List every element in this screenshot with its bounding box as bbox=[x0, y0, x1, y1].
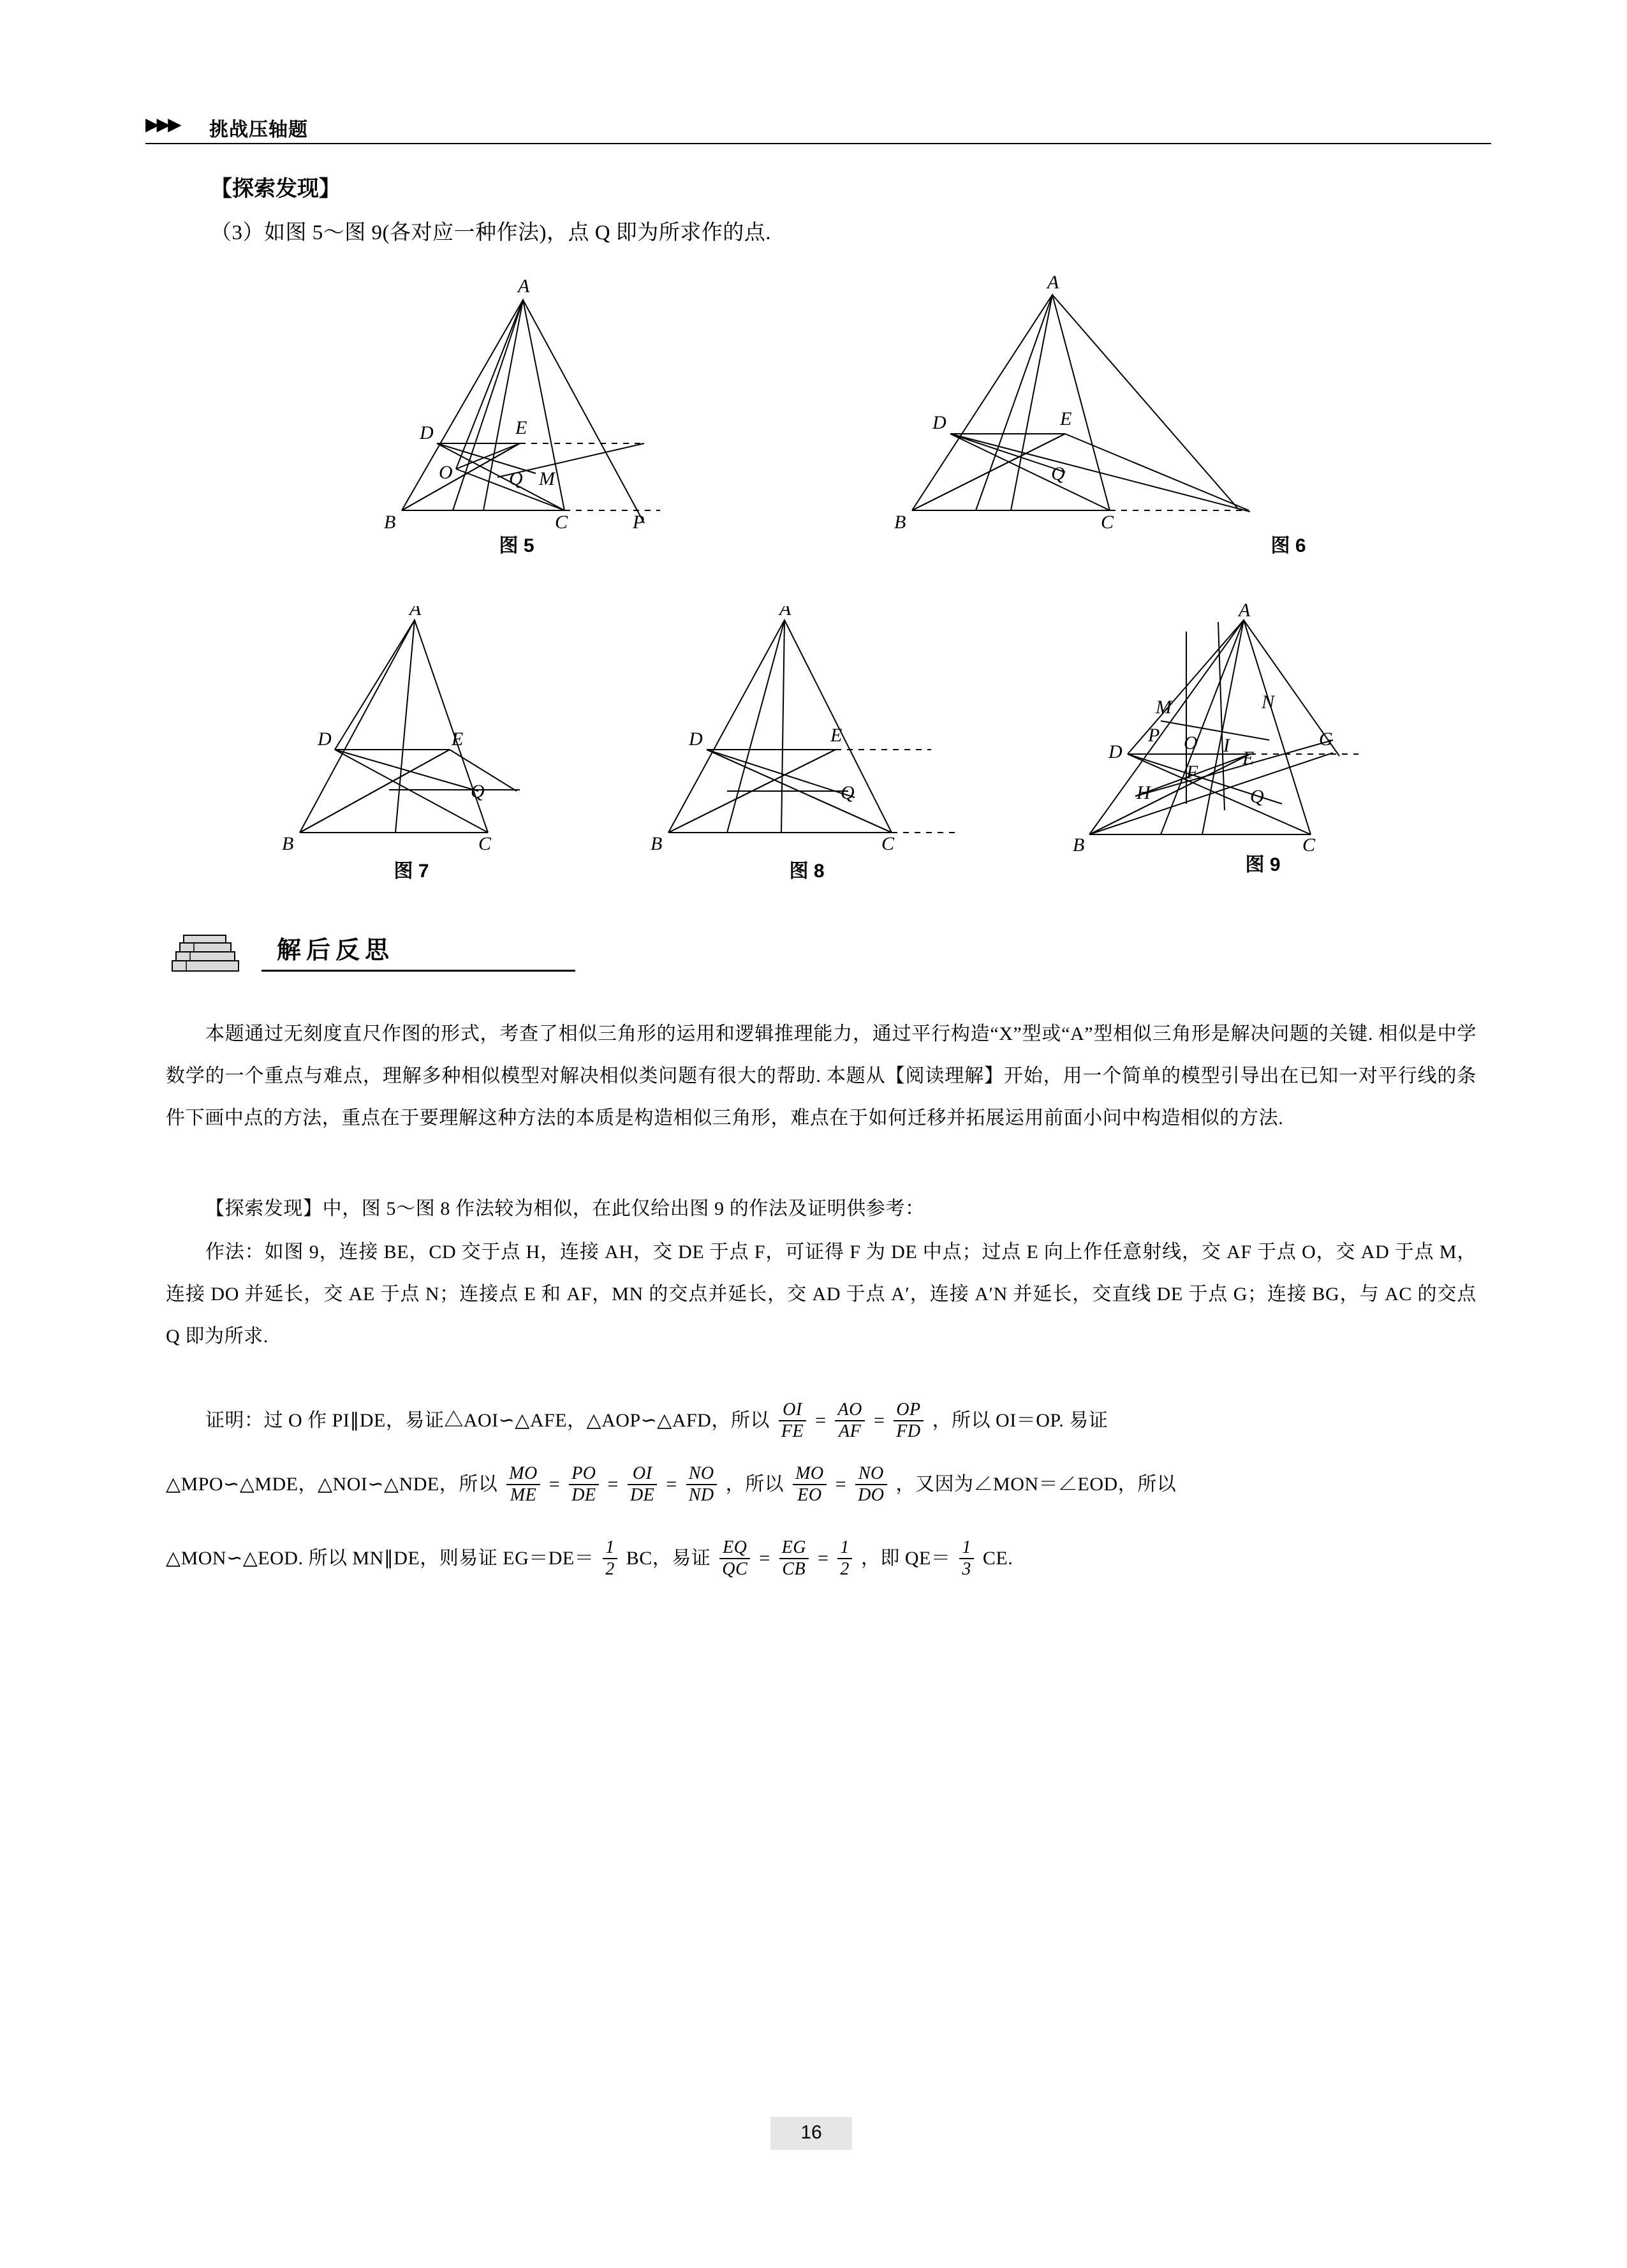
label-Q: Q bbox=[471, 781, 485, 802]
fraction-denominator: 2 bbox=[837, 1558, 852, 1580]
label-C: C bbox=[881, 833, 895, 854]
label-A: A bbox=[779, 606, 791, 619]
figure-6 bbox=[855, 274, 1314, 556]
fraction-oi-de bbox=[628, 1464, 657, 1506]
fraction-eg-cb bbox=[779, 1538, 809, 1580]
fraction-mo-me bbox=[506, 1464, 540, 1506]
equals-1: = bbox=[815, 1409, 827, 1431]
equals-d: = bbox=[835, 1473, 847, 1495]
label-C: C bbox=[1302, 834, 1316, 856]
fraction-denominator: DE bbox=[628, 1484, 657, 1506]
reflection-paragraph-2: 【探索发现】中，图 5～图 8 作法较为相似，在此仅给出图 9 的作法及证明供参考： bbox=[205, 1198, 925, 1219]
page-number-background bbox=[770, 2117, 852, 2150]
reflection-header bbox=[167, 926, 473, 977]
label-P: P bbox=[633, 512, 645, 530]
figure-5-caption: 图 5 bbox=[499, 535, 534, 556]
fraction-numerator: OI bbox=[783, 1400, 802, 1419]
fraction-numerator: NO bbox=[858, 1464, 884, 1483]
figure-6-caption: 图 6 bbox=[1270, 535, 1306, 556]
label-H: H bbox=[1137, 782, 1151, 803]
header-divider bbox=[145, 143, 1491, 144]
fraction-numerator: EQ bbox=[723, 1538, 747, 1557]
label-D: D bbox=[932, 412, 946, 433]
label-B: B bbox=[1073, 834, 1085, 856]
label-D: D bbox=[318, 729, 332, 750]
label-P: P bbox=[1148, 725, 1160, 746]
equals-c: = bbox=[666, 1473, 677, 1495]
proof-line-2-tail: ，又因为∠MON＝∠EOD，所以 bbox=[895, 1473, 1177, 1495]
figure-9-drawing bbox=[1059, 593, 1492, 861]
label-D: D bbox=[420, 422, 434, 443]
label-O: O bbox=[439, 462, 453, 483]
fraction-denominator: QC bbox=[719, 1558, 750, 1580]
equals-2: = bbox=[873, 1409, 885, 1431]
figure-6-drawing bbox=[855, 274, 1314, 530]
header-title: 挑战压轴题 bbox=[209, 119, 308, 140]
label-A: A bbox=[1239, 600, 1251, 621]
fraction-one-third bbox=[959, 1538, 974, 1580]
label-O: O bbox=[1184, 732, 1198, 753]
fraction-numerator: 1 bbox=[840, 1538, 850, 1557]
proof-line-3-mid1: BC，易证 bbox=[626, 1547, 711, 1569]
label-Q: Q bbox=[1250, 786, 1264, 807]
reflection-label: 解后反思 bbox=[277, 937, 395, 964]
fraction-numerator: 1 bbox=[962, 1538, 971, 1557]
fraction-no-do bbox=[855, 1464, 887, 1506]
label-Q: Q bbox=[1051, 463, 1065, 484]
equals-f: = bbox=[817, 1547, 829, 1569]
proof-line-2 bbox=[166, 1465, 1176, 1507]
label-A: A bbox=[518, 276, 530, 297]
label-G: G bbox=[1319, 729, 1333, 750]
proof-line-3 bbox=[166, 1539, 1013, 1581]
label-E: E bbox=[452, 729, 464, 750]
equals-a: = bbox=[548, 1473, 561, 1495]
fraction-eq-qc bbox=[719, 1538, 750, 1580]
figure-5 bbox=[344, 274, 778, 556]
figure-5-drawing bbox=[344, 274, 778, 530]
fraction-denominator: DE bbox=[569, 1484, 598, 1506]
fraction-numerator: PO bbox=[571, 1464, 596, 1483]
label-E: E bbox=[1060, 408, 1072, 429]
proof-line-3-text: △MON∽△EOD. 所以 MN∥DE，则易证 EG＝DE＝ bbox=[166, 1547, 594, 1569]
label-C: C bbox=[1101, 512, 1114, 530]
label-D: D bbox=[689, 729, 703, 750]
label-M: M bbox=[539, 468, 555, 489]
fraction-denominator: EO bbox=[793, 1484, 827, 1506]
fraction-numerator: MO bbox=[509, 1464, 538, 1483]
figure-8-drawing bbox=[638, 606, 1033, 861]
fraction-ao-af bbox=[835, 1400, 864, 1442]
proof-line-3-mid2: ，即 QE＝ bbox=[860, 1547, 951, 1569]
figure-7 bbox=[268, 606, 600, 882]
label-Q: Q bbox=[841, 782, 855, 803]
label-E: E bbox=[830, 725, 843, 746]
label-D: D bbox=[1108, 741, 1123, 762]
proof-line-1-tail: ，所以 OI＝OP. 易证 bbox=[932, 1409, 1108, 1431]
fraction-denominator: FE bbox=[779, 1420, 806, 1442]
section-line-3: （3）如图 5～图 9(各对应一种作法)，点 Q 即为所求作的点. bbox=[210, 221, 772, 244]
proof-line-1-text: 证明：过 O 作 PI∥DE，易证△AOI∽△AFE，△AOP∽△AFD，所以 bbox=[205, 1409, 770, 1431]
fraction-numerator: EG bbox=[781, 1538, 806, 1557]
label-M: M bbox=[1156, 697, 1172, 718]
proof-line-2-mid: ，所以 bbox=[725, 1473, 784, 1495]
fraction-numerator: OI bbox=[632, 1464, 652, 1483]
proof-line-1 bbox=[205, 1401, 1108, 1443]
fraction-oi-fe bbox=[779, 1400, 806, 1442]
label-B: B bbox=[894, 512, 906, 530]
label-I: I bbox=[1223, 735, 1230, 756]
fraction-denominator: 3 bbox=[959, 1558, 974, 1580]
equals-b: = bbox=[607, 1473, 619, 1495]
fraction-mo-eo bbox=[793, 1464, 827, 1506]
reflection-underline bbox=[261, 970, 575, 972]
fraction-numerator: AO bbox=[837, 1400, 862, 1419]
fraction-numerator: OP bbox=[896, 1400, 921, 1419]
fraction-denominator: 2 bbox=[603, 1558, 617, 1580]
label-B: B bbox=[651, 833, 663, 854]
page-header bbox=[145, 114, 1491, 152]
fraction-denominator: DO bbox=[855, 1484, 887, 1506]
fraction-po-de bbox=[569, 1464, 598, 1506]
reflection-paragraph-1: 本题通过无刻度直尺作图的形式，考查了相似三角形的运用和逻辑推理能力，通过平行构造“X”型或“A”型相似三角形是解决问题的关键. 相似是中学数学的一个重点与难点，理解多种相似模型对解决相似类问题有很大的帮助. 本题从【阅读理解】开始，用一个简单的模型引导出在已知一对平行线的条件下画中点的方法，重点在于要理解这种方法的本质是构造相似三角形，难点在于如何迁移并拓展运用前面小问中构造相似的方法. bbox=[166, 1023, 1476, 1129]
figure-7-caption: 图 7 bbox=[394, 861, 429, 882]
proof-line-3-tail: CE. bbox=[982, 1547, 1013, 1569]
figure-9-caption: 图 9 bbox=[1245, 854, 1281, 875]
books-icon bbox=[167, 931, 244, 976]
label-B: B bbox=[384, 512, 396, 530]
label-C: C bbox=[478, 833, 492, 854]
fraction-denominator: ND bbox=[686, 1484, 717, 1506]
figure-7-drawing bbox=[268, 606, 600, 861]
label-C: C bbox=[555, 512, 568, 530]
label-B: B bbox=[282, 833, 294, 854]
fraction-numerator: 1 bbox=[605, 1538, 615, 1557]
label-F: F bbox=[1186, 762, 1198, 783]
section-title: 【探索发现】 bbox=[210, 177, 341, 201]
label-E: E bbox=[1242, 748, 1255, 769]
fraction-one-half-b bbox=[837, 1538, 852, 1580]
figure-8-caption: 图 8 bbox=[789, 861, 825, 882]
page-number: 16 bbox=[800, 2122, 822, 2143]
figure-9 bbox=[1059, 593, 1492, 875]
proof-line-2-text: △MPO∽△MDE，△NOI∽△NDE，所以 bbox=[166, 1473, 498, 1495]
fraction-numerator: MO bbox=[795, 1464, 824, 1483]
figure-8 bbox=[638, 606, 1033, 882]
fraction-op-fd bbox=[894, 1400, 923, 1442]
label-A: A bbox=[1047, 274, 1059, 293]
label-N: N bbox=[1262, 692, 1275, 713]
fraction-denominator: AF bbox=[835, 1420, 864, 1442]
label-Q: Q bbox=[509, 468, 523, 489]
label-E: E bbox=[515, 417, 527, 438]
fraction-denominator: FD bbox=[894, 1420, 923, 1442]
reflection-paragraph-3: 作法：如图 9，连接 BE，CD 交于点 H，连接 AH，交 DE 于点 F，可证得 F 为 DE 中点；过点 E 向上作任意射线，交 AF 于点 O，交 AD 于点 M，连接 DO 并延长，交 AE 于点 N；连接点 E 和 AF，MN 的交点并延长，交 AD 于点 A′，连接 A′N 并延长，交直线 DE 于点 G；连接 BG，与 AC 的交点 Q 即为所求. bbox=[166, 1241, 1477, 1347]
header-arrows-icon: ▶▶▶ bbox=[145, 115, 179, 135]
fraction-denominator: ME bbox=[506, 1484, 540, 1506]
fraction-numerator: NO bbox=[688, 1464, 714, 1483]
equals-e: = bbox=[759, 1547, 770, 1569]
fraction-no-nd bbox=[686, 1464, 717, 1506]
label-A: A bbox=[409, 606, 422, 619]
fraction-one-half-a bbox=[603, 1538, 617, 1580]
fraction-denominator: CB bbox=[779, 1558, 809, 1580]
